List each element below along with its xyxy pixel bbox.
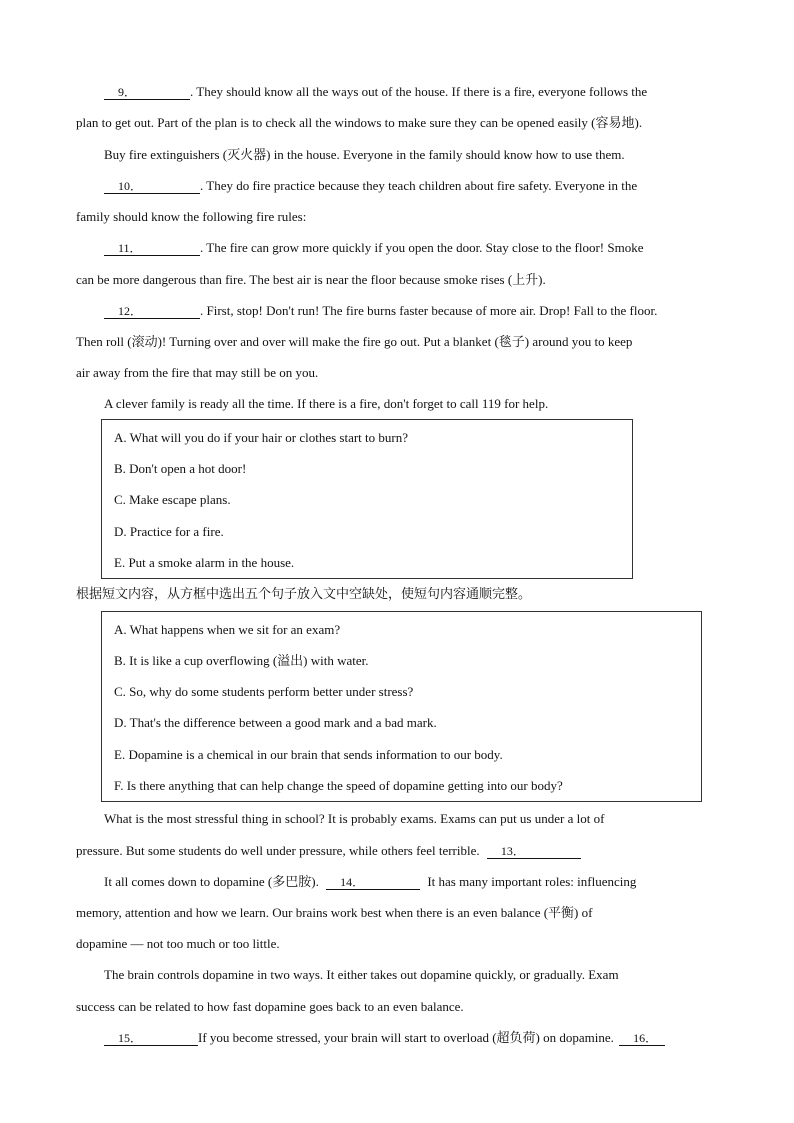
paragraph-12-line-1: [104, 303, 657, 319]
paragraph-text: If you become stressed, your brain will start to overload (超负荷) on dopamine.: [198, 1030, 614, 1045]
passage2-p2-line-1: [104, 874, 636, 890]
option-c: C. So, why do some students perform better under stress?: [114, 684, 414, 699]
paragraph-9-line-2: plan to get out. Part of the plan is to check all the windows to make sure they can be opened easily (容易地).: [76, 115, 643, 130]
option-e: E. Put a smoke alarm in the house.: [114, 555, 295, 570]
option-b: B. It is like a cup overflowing (溢出) with water.: [114, 653, 369, 668]
paragraph-9-line-1: [104, 84, 647, 100]
paragraph-11-line-2: can be more dangerous than fire. The best air is near the floor because smoke rises (上升).: [76, 272, 546, 287]
answer-blank-9[interactable]: 9．: [104, 85, 190, 100]
answer-blank-11[interactable]: 11．: [104, 241, 200, 256]
option-d: D. That's the difference between a good mark and a bad mark.: [114, 715, 437, 730]
passage2-p2-line-3: dopamine — not too much or too little.: [76, 936, 280, 951]
answer-blank-13[interactable]: 13．: [487, 844, 581, 859]
paragraph-text: . First, stop! Don't run! The fire burns faster because of more air. Drop! Fall to the floor.: [200, 303, 658, 318]
paragraph-12-line-3: air away from the fire that may still be on you.: [76, 365, 319, 380]
paragraph-11-line-1: [104, 240, 643, 256]
paragraph-extinguisher: Buy fire extinguishers (灭火器) in the house. Everyone in the family should know how to use them.: [104, 147, 625, 162]
instruction-text: 根据短文内容，从方框中选出五个句子放入文中空缺处，使短句内容通顺完整。: [76, 587, 532, 602]
paragraph-text: It all comes down to dopamine (多巴胺).: [104, 874, 319, 889]
option-f: F. Is there anything that can help change the speed of dopamine getting into our body?: [114, 778, 563, 793]
passage2-p1-line-1: What is the most stressful thing in school? It is probably exams. Exams can put us under a lot of: [104, 811, 605, 826]
option-e: E. Dopamine is a chemical in our brain that sends information to our body.: [114, 747, 503, 762]
answer-blank-10[interactable]: 10．: [104, 179, 200, 194]
paragraph-12-line-2: Then roll (滚动)! Turning over and over will make the fire go out. Put a blanket (毯子) around you to keep: [76, 334, 633, 349]
answer-blank-15[interactable]: 15．: [104, 1031, 198, 1046]
option-a: A. What will you do if your hair or clothes start to burn?: [114, 430, 409, 445]
paragraph-text: . The fire can grow more quickly if you open the door. Stay close to the floor! Smoke: [200, 240, 644, 255]
answer-blank-16[interactable]: 16．: [619, 1031, 665, 1046]
answer-blank-12[interactable]: 12．: [104, 304, 200, 319]
passage2-p1-line-2: [76, 843, 581, 859]
passage2-p4-line-1: [104, 1030, 665, 1046]
option-a: A. What happens when we sit for an exam?: [114, 622, 341, 637]
options-box-2: [101, 611, 702, 802]
option-c: C. Make escape plans.: [114, 492, 231, 507]
paragraph-10-line-2: family should know the following fire rules:: [76, 209, 307, 224]
answer-blank-14[interactable]: 14．: [326, 875, 420, 890]
passage2-p3-line-2: success can be related to how fast dopamine goes back to an even balance.: [76, 999, 464, 1014]
options-box-1: [101, 419, 633, 579]
paragraph-text: . They do fire practice because they teach children about fire safety. Everyone in the: [200, 178, 638, 193]
passage2-p2-line-2: memory, attention and how we learn. Our brains work best when there is an even balance (平衡) of: [76, 905, 593, 920]
option-d: D. Practice for a fire.: [114, 524, 224, 539]
paragraph-10-line-1: [104, 178, 637, 194]
passage2-p3-line-1: The brain controls dopamine in two ways. It either takes out dopamine quickly, or gradually. Exam: [104, 967, 619, 982]
paragraph-text: pressure. But some students do well under pressure, while others feel terrible.: [76, 843, 480, 858]
paragraph-text: . They should know all the ways out of the house. If there is a fire, everyone follows the: [190, 84, 648, 99]
paragraph-text: It has many important roles: influencing: [427, 874, 637, 889]
option-b: B. Don't open a hot door!: [114, 461, 247, 476]
paragraph-closing: A clever family is ready all the time. If there is a fire, don't forget to call 119 for help.: [104, 396, 549, 411]
